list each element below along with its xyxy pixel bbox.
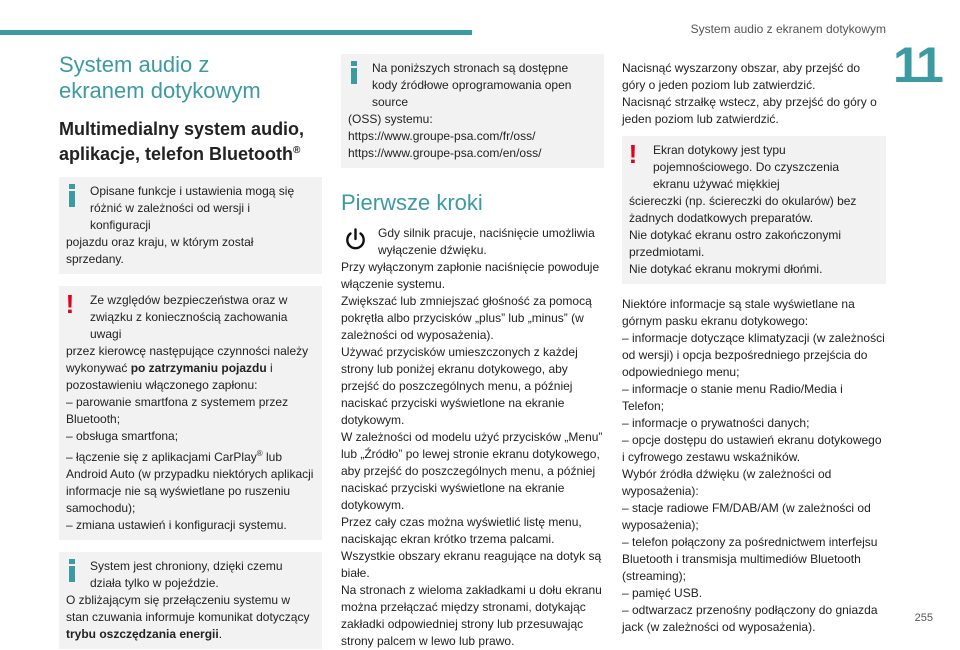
warning-bullet: – parowanie smartfona z systemem przez Bluetooth; [66, 395, 289, 426]
subsection-title-text: Multimedialny system audio, aplikacje, telefon Bluetooth [59, 119, 305, 164]
oss-lead: Na poniższych stronach są dostępne kody źródłowe oprogramowania open source [372, 61, 572, 109]
paragraph: Wybór źródła dźwięku (w zależności od wyposażenia): [622, 467, 832, 498]
warning-lead: Ekran dotykowy jest typu pojemnościowego. Do czyszczenia ekranu używać miękkiej [653, 143, 840, 191]
paragraph: Używać przycisków umieszczonych z każdej strony lub poniżej ekranu dotykowego, aby przejść do poszczególnych menu, a później naciskać przyciski wyświetlone na ekranie dotykowym. [341, 345, 578, 427]
registered-mark: ® [256, 449, 263, 458]
header-accent-bar [0, 30, 472, 35]
warning-text: Nie dotykać ekranu mokrymi dłońmi. [629, 262, 823, 276]
warning-bullet [66, 445, 314, 517]
info-text-part: . [218, 627, 223, 641]
registered-mark: ® [293, 145, 301, 156]
info-box [59, 177, 322, 274]
section-title: Pierwsze kroki [341, 190, 483, 215]
paragraph: Przez cały czas można wyświetlić listę menu, naciskając ekran krótko trzema palcami. [341, 515, 582, 546]
warning-box [622, 136, 886, 284]
oss-link[interactable]: https://www.groupe-psa.com/en/oss/ [348, 146, 542, 160]
column-3 [622, 60, 886, 636]
info-icon [66, 184, 78, 208]
paragraph: Niektóre informacje są stale wyświetlane na górnym pasku ekranu dotykowego: [622, 297, 855, 328]
column-1 [59, 52, 322, 649]
list-item: – informacje o stanie menu Radio/Media i Telefon; [622, 382, 843, 413]
info-text: pojazdu oraz kraju, w którym został sprzedany. [66, 235, 254, 266]
list-item: – opcje dostępu do ustawień ekranu dotykowego i cyfrowego zestawu wskaźników. [622, 433, 882, 464]
list-item: – odtwarzacz przenośny podłączony do gniazda jack (w zależności od wyposażenia). [622, 603, 878, 634]
list-item: – telefon połączony za pośrednictwem interfejsu Bluetooth i transmisja multimediów Bluetooth (streaming); [622, 535, 878, 583]
info-lead: Opisane funkcje i ustawienia mogą się różnić w zależności od wersji i konfiguracji [90, 184, 295, 232]
paragraph: Wszystkie obszary ekranu reagujące na dotyk są białe. [341, 549, 602, 580]
bullet-part: – łączenie się z aplikacjami CarPlay [66, 450, 257, 464]
info-lead: System jest chroniony, dzięki czemu działa tylko w pojeździe. [90, 559, 283, 590]
info-box [59, 552, 322, 649]
info-box-oss [341, 54, 604, 168]
list-item: – informacje o prywatności danych; [622, 416, 810, 430]
bullet-part: lub Android Auto (w przypadku niektórych aplikacji informacje nie są wyświetlane po ruszeniu samochodu); [66, 450, 314, 515]
oss-text: (OSS) systemu: [348, 112, 433, 126]
warning-icon: ! [628, 139, 638, 169]
info-text-bold: trybu oszczędzania energii [66, 627, 219, 641]
warning-bullet: – zmiana ustawień i konfiguracji systemu. [66, 518, 287, 532]
paragraph: W zależności od modelu użyć przycisków „Menu” lub „Źródło” po lewej stronie ekranu dotykowego, aby przejść do poszczególnych menu, a później naciskać przyciski wyświetlone na ekranie dotykowym. [341, 430, 603, 512]
subsection-title [59, 118, 322, 165]
warning-text-bold: po zatrzymaniu pojazdu [130, 361, 267, 375]
column-2 [341, 54, 604, 650]
warning-text-part: przez kierowcę następujące czynności należy wykonywać [66, 344, 309, 375]
info-icon [348, 61, 360, 85]
warning-lead: Ze względów bezpieczeństwa oraz w związku z koniecznością zachowania uwagi [90, 293, 288, 341]
list-item: – stacje radiowe FM/DAB/AM (w zależności od wyposażenia); [622, 501, 871, 532]
power-lead: Gdy silnik pracuje, naciśnięcie umożliwia wyłączenie dźwięku. [378, 226, 595, 257]
power-icon [341, 225, 370, 254]
warning-text: ściereczki (np. ściereczki do okularów) bez żadnych dodatkowych preparatów. [629, 194, 857, 225]
paragraph: Nacisnąć wyszarzony obszar, aby przejść do góry o jeden poziom lub zatwierdzić. [622, 61, 861, 92]
info-text [66, 592, 314, 643]
oss-link[interactable]: https://www.groupe-psa.com/fr/oss/ [348, 129, 536, 143]
info-icon [66, 559, 78, 583]
running-header: System audio z ekranem dotykowym [690, 22, 886, 36]
info-text-part: O zbliżającym się przełączeniu systemu w stan czuwania informuje komunikat dotyczący [66, 593, 310, 624]
section-title: System audio z ekranem dotykowym [59, 52, 261, 103]
paragraph: Zwiększać lub zmniejszać głośność za pomocą pokrętła albo przycisków „plus” lub „minus” (w zależności od wyposażenia). [341, 294, 592, 342]
chapter-number: 11 [893, 37, 942, 93]
warning-text: Nie dotykać ekranu ostro zakończonymi przedmiotami. [629, 228, 842, 259]
warning-bullet: – obsługa smartfona; [66, 429, 179, 443]
paragraph: Na stronach z wieloma zakładkami u dołu ekranu można przełączać między stronami, dotykając zakładki odpowiedniej strony lub przesuwając strony palcem w lewo lub prawo. [341, 583, 602, 648]
list-item: – pamięć USB. [622, 586, 703, 600]
warning-box [59, 286, 322, 540]
warning-text-part: i pozostawieniu włączonego zapłonu: [66, 361, 273, 392]
warning-icon: ! [65, 289, 75, 319]
paragraph: Nacisnąć strzałkę wstecz, aby przejść do góry o jeden poziom lub zatwierdzić. [622, 95, 877, 126]
paragraph: Przy wyłączonym zapłonie naciśnięcie powoduje włączenie systemu. [341, 260, 600, 291]
power-block [341, 225, 604, 259]
list-item: – informacje dotyczące klimatyzacji (w zależności od wersji) i opcja bezpośredniego przejścia do odpowiedniego menu; [622, 331, 885, 379]
warning-text [66, 343, 314, 394]
page-number: 255 [914, 612, 933, 624]
